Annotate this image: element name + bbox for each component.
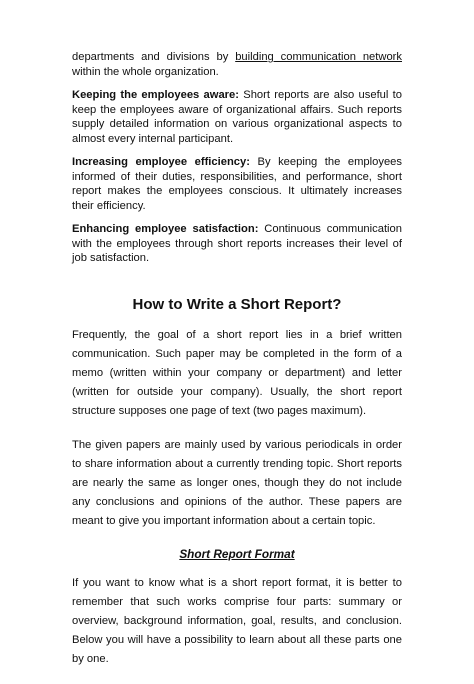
section-heading: How to Write a Short Report? [132, 295, 342, 313]
benefit-title: Keeping the employees aware: [72, 89, 239, 101]
format-paragraph: If you want to know what is a short report format, it is better to remember that such works comprise four parts: summary or overview, background information, goal, results, and conclusion. Below you will have a possibility to learn about all these parts one by one. [72, 576, 402, 666]
benefit-paragraph-awareness [72, 88, 402, 146]
building-communication-network-link[interactable]: building communication network [235, 51, 402, 63]
section-paragraph: Frequently, the goal of a short report lies in a brief written communication. Such paper may be completed in the form of a memo (written within your company or department) and letter (written for outside your company). Usually, the short report structure supposes one page of text (two pages maximum). [72, 328, 402, 418]
benefit-title: Increasing employee efficiency: [72, 156, 250, 168]
benefit-text: Short reports are also useful to keep the employees aware of organizational affairs. Such reports supply detailed information on various organizational aspects to almost every internal participant. [72, 89, 402, 145]
format-subheading: Short Report Format [179, 546, 295, 561]
benefit-title: Enhancing employee satisfaction: [72, 223, 259, 235]
intro-text-after: within the whole organization. [72, 65, 219, 78]
document-page [72, 50, 402, 684]
intro-text-before: departments and divisions by [72, 51, 236, 63]
benefit-text: Continuous communication with the employees through short reports increases their level of job satisfaction. [72, 223, 402, 264]
benefit-text: By keeping the employees informed of their duties, responsibilities, and performance, short report makes the employees conscious. It ultimately increases their efficiency. [72, 156, 402, 212]
intro-paragraph [72, 50, 402, 79]
section-paragraph: The given papers are mainly used by various periodicals in order to share information about a currently trending topic. Short reports are nearly the same as longer ones, though they do not include any conclusions and opinions of the author. These papers are meant to give you important information about a certain topic. [72, 438, 402, 528]
benefit-paragraph-efficiency [72, 155, 402, 213]
benefit-paragraph-satisfaction [72, 222, 402, 266]
